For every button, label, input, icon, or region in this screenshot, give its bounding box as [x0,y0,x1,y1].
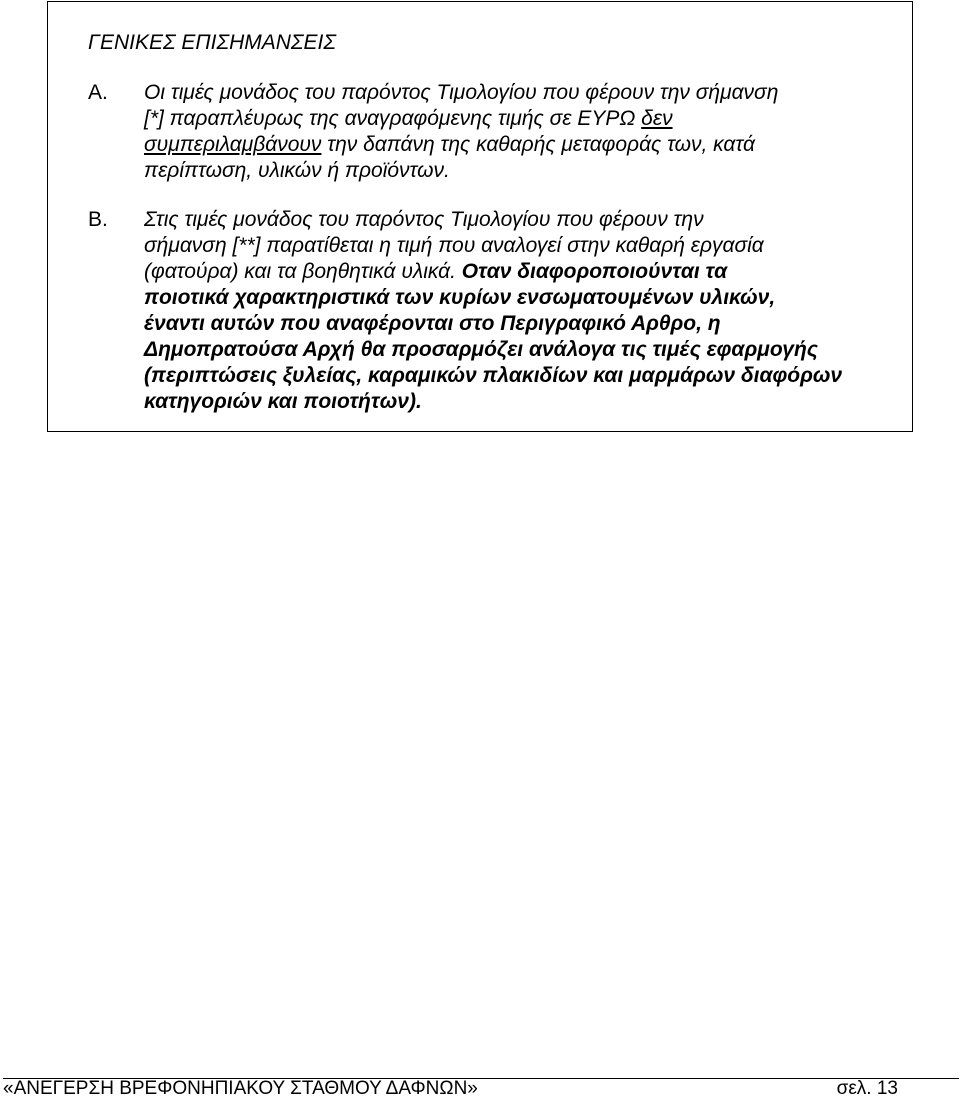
note-a-line-2 [144,106,894,132]
page-footer [0,1070,960,1098]
note-b-line-4: ποιοτικά χαρακτηριστικά των κυρίων ενσωματουμένων υλικών, [144,286,776,309]
note-b-line-2: σήμανση [**] παρατίθεται η τιμή που αναλογεί στην καθαρή εργασία [144,234,764,257]
note-b-line-3 [144,259,894,285]
note-a-line-3 [144,132,894,158]
note-a-line-3-text: την δαπάνη της καθαρής μεταφοράς των, κατά [327,133,755,156]
note-a-line-4: περίπτωση, υλικών ή προϊόντων. [144,159,450,182]
note-b-line-3-text: (φατούρα) και τα βοηθητικά υλικά. [144,260,456,283]
note-b-line-5: έναντι αυτών που αναφέρονται στο Περιγραφικό Αρθρο, η [144,312,721,335]
note-b-line-1: Στις τιμές μονάδος του παρόντος Τιμολογίου που φέρουν την [144,208,704,231]
footer-page-number: σελ. 13 [836,1078,898,1099]
note-a-line-2-text: [*] παραπλέυρως της αναγραφόμενης τιμής σε ΕΥΡΩ [144,107,636,130]
note-b-line-8: κατηγοριών και ποιοτήτων). [144,390,422,413]
note-b-line-3-bold: Οταν διαφοροποιούνται τα [461,260,728,283]
note-a-underlined-include: συμπεριλαμβάνουν [144,133,322,156]
footer-project-title: «ΑΝΕΓΕΡΣΗ ΒΡΕΦΟΝΗΠΙΑΚΟΥ ΣΤΑΘΜΟΥ ΔΑΦΝΩΝ» [3,1078,478,1099]
note-a-underlined-not: δεν [641,107,673,130]
note-a-line-1: Οι τιμές μονάδος του παρόντος Τιμολογίου που φέρουν την σήμανση [144,81,779,104]
general-notes-box [47,1,913,432]
note-a-letter: A. [88,81,108,104]
note-b-letter: B. [88,208,108,231]
notes-heading: ΓΕΝΙΚΕΣ ΕΠΙΣΗΜΑΝΣΕΙΣ [88,31,336,54]
note-b-body [144,207,894,415]
note-b-line-7: (περιπτώσεις ξυλείας, καραμικών πλακιδίων και μαρμάρων διαφόρων [144,364,843,387]
note-a-body [144,80,894,184]
note-b-line-6: Δημοπρατούσα Αρχή θα προσαρμόζει ανάλογα τις τιμές εφαρμογής [144,338,818,361]
